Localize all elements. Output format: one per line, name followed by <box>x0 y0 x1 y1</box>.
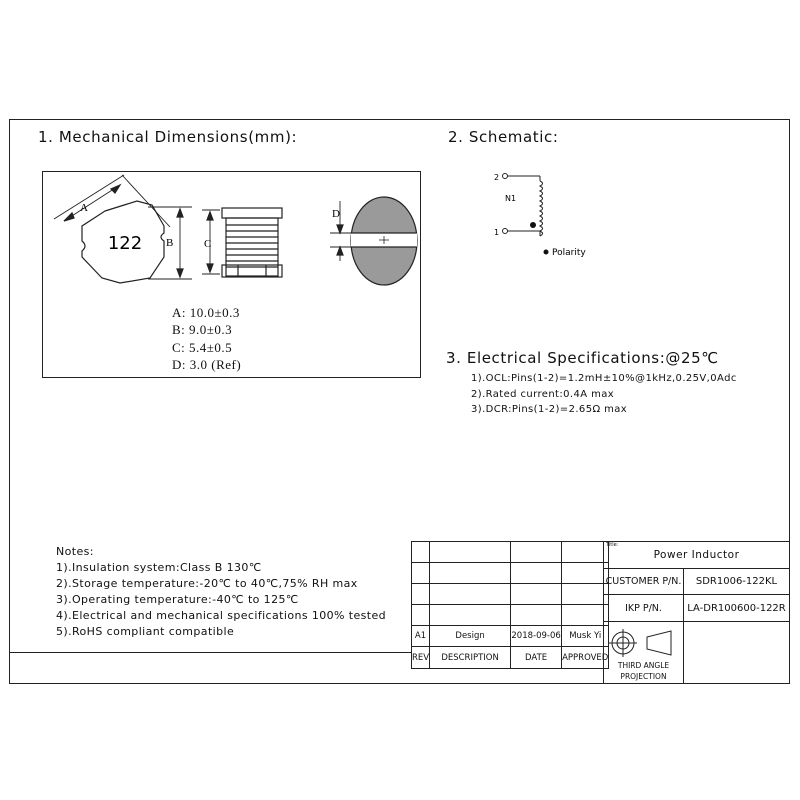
rev-value: A1 <box>412 626 430 647</box>
dim-b-label: B <box>166 237 174 249</box>
date-header: DATE <box>511 647 562 669</box>
polarity-label: Polarity <box>552 248 586 258</box>
revision-table <box>411 541 609 669</box>
ikp-pn-value: LA-DR100600-122R <box>683 594 790 622</box>
ikp-pn-label: IKP P/N. <box>603 594 684 622</box>
third-angle-projection-icon <box>609 628 679 658</box>
description-header: DESCRIPTION <box>430 647 511 669</box>
part-marking: 122 <box>107 233 143 254</box>
title-block <box>603 541 790 684</box>
electrical-specifications-title: 3. Electrical Specifications:@25℃ <box>446 349 719 367</box>
dim-c-label: C <box>204 238 212 250</box>
rev-header: REV <box>412 647 430 669</box>
schematic-title: 2. Schematic: <box>448 128 559 146</box>
side-view <box>202 208 282 277</box>
dim-d-value: D: 3.0 (Ref) <box>172 357 242 372</box>
note-item: 3).Operating temperature:-40℃ to 125℃ <box>56 593 299 606</box>
revision-empty-row <box>412 605 609 626</box>
customer-pn-label: CUSTOMER P/N. <box>603 568 684 595</box>
title-cell <box>603 541 790 569</box>
projection-cell <box>603 621 684 684</box>
revision-empty-row <box>412 563 609 584</box>
pin-2-label: 2 <box>494 173 500 182</box>
revision-empty-row <box>412 542 609 563</box>
bottom-view <box>330 197 417 285</box>
customer-pn-value: SDR1006-122KL <box>683 568 790 595</box>
approved-header: APPROVED <box>562 647 609 669</box>
dim-d-label: D <box>332 208 340 220</box>
title-caption: Title: <box>606 542 619 548</box>
schematic-diagram <box>485 165 625 265</box>
top-view <box>54 175 192 283</box>
polarity-legend-dot <box>544 250 549 255</box>
notes-divider <box>9 652 411 653</box>
spec-rated-current: 2).Rated current:0.4A max <box>471 389 615 400</box>
approved-value: Musk Yi <box>562 626 609 647</box>
dim-a-label: A <box>80 202 88 214</box>
description-value: Design <box>430 626 511 647</box>
dim-b-value: B: 9.0±0.3 <box>172 322 233 337</box>
spec-dcr: 3).DCR:Pins(1-2)=2.65Ω max <box>471 404 628 415</box>
mechanical-dimensions-title: 1. Mechanical Dimensions(mm): <box>38 128 298 146</box>
notes-title: Notes: <box>56 545 94 558</box>
pin-1-label: 1 <box>494 228 500 237</box>
title-value: Power Inductor <box>653 549 740 561</box>
date-value: 2018-09-06 <box>511 626 562 647</box>
dim-c-value: C: 5.4±0.5 <box>172 340 233 355</box>
spec-ocl: 1).OCL:Pins(1-2)=1.2mH±10%@1kHz,0.25V,0Adc <box>471 373 737 384</box>
revision-empty-row <box>412 584 609 605</box>
projection-label: THIRD ANGLE PROJECTION <box>617 661 670 681</box>
revision-row <box>412 626 609 647</box>
note-item: 5).RoHS compliant compatible <box>56 625 235 638</box>
winding-label: N1 <box>505 194 517 203</box>
dim-a-value: A: 10.0±0.3 <box>172 305 240 320</box>
note-item: 1).Insulation system:Class B 130℃ <box>56 561 262 574</box>
revision-header-row <box>412 647 609 669</box>
note-item: 2).Storage temperature:-20℃ to 40℃,75% RH max <box>56 577 358 590</box>
note-item: 4).Electrical and mechanical specifications 100% tested <box>56 609 387 622</box>
polarity-dot <box>530 222 536 228</box>
title-block-empty-cell <box>683 621 790 684</box>
